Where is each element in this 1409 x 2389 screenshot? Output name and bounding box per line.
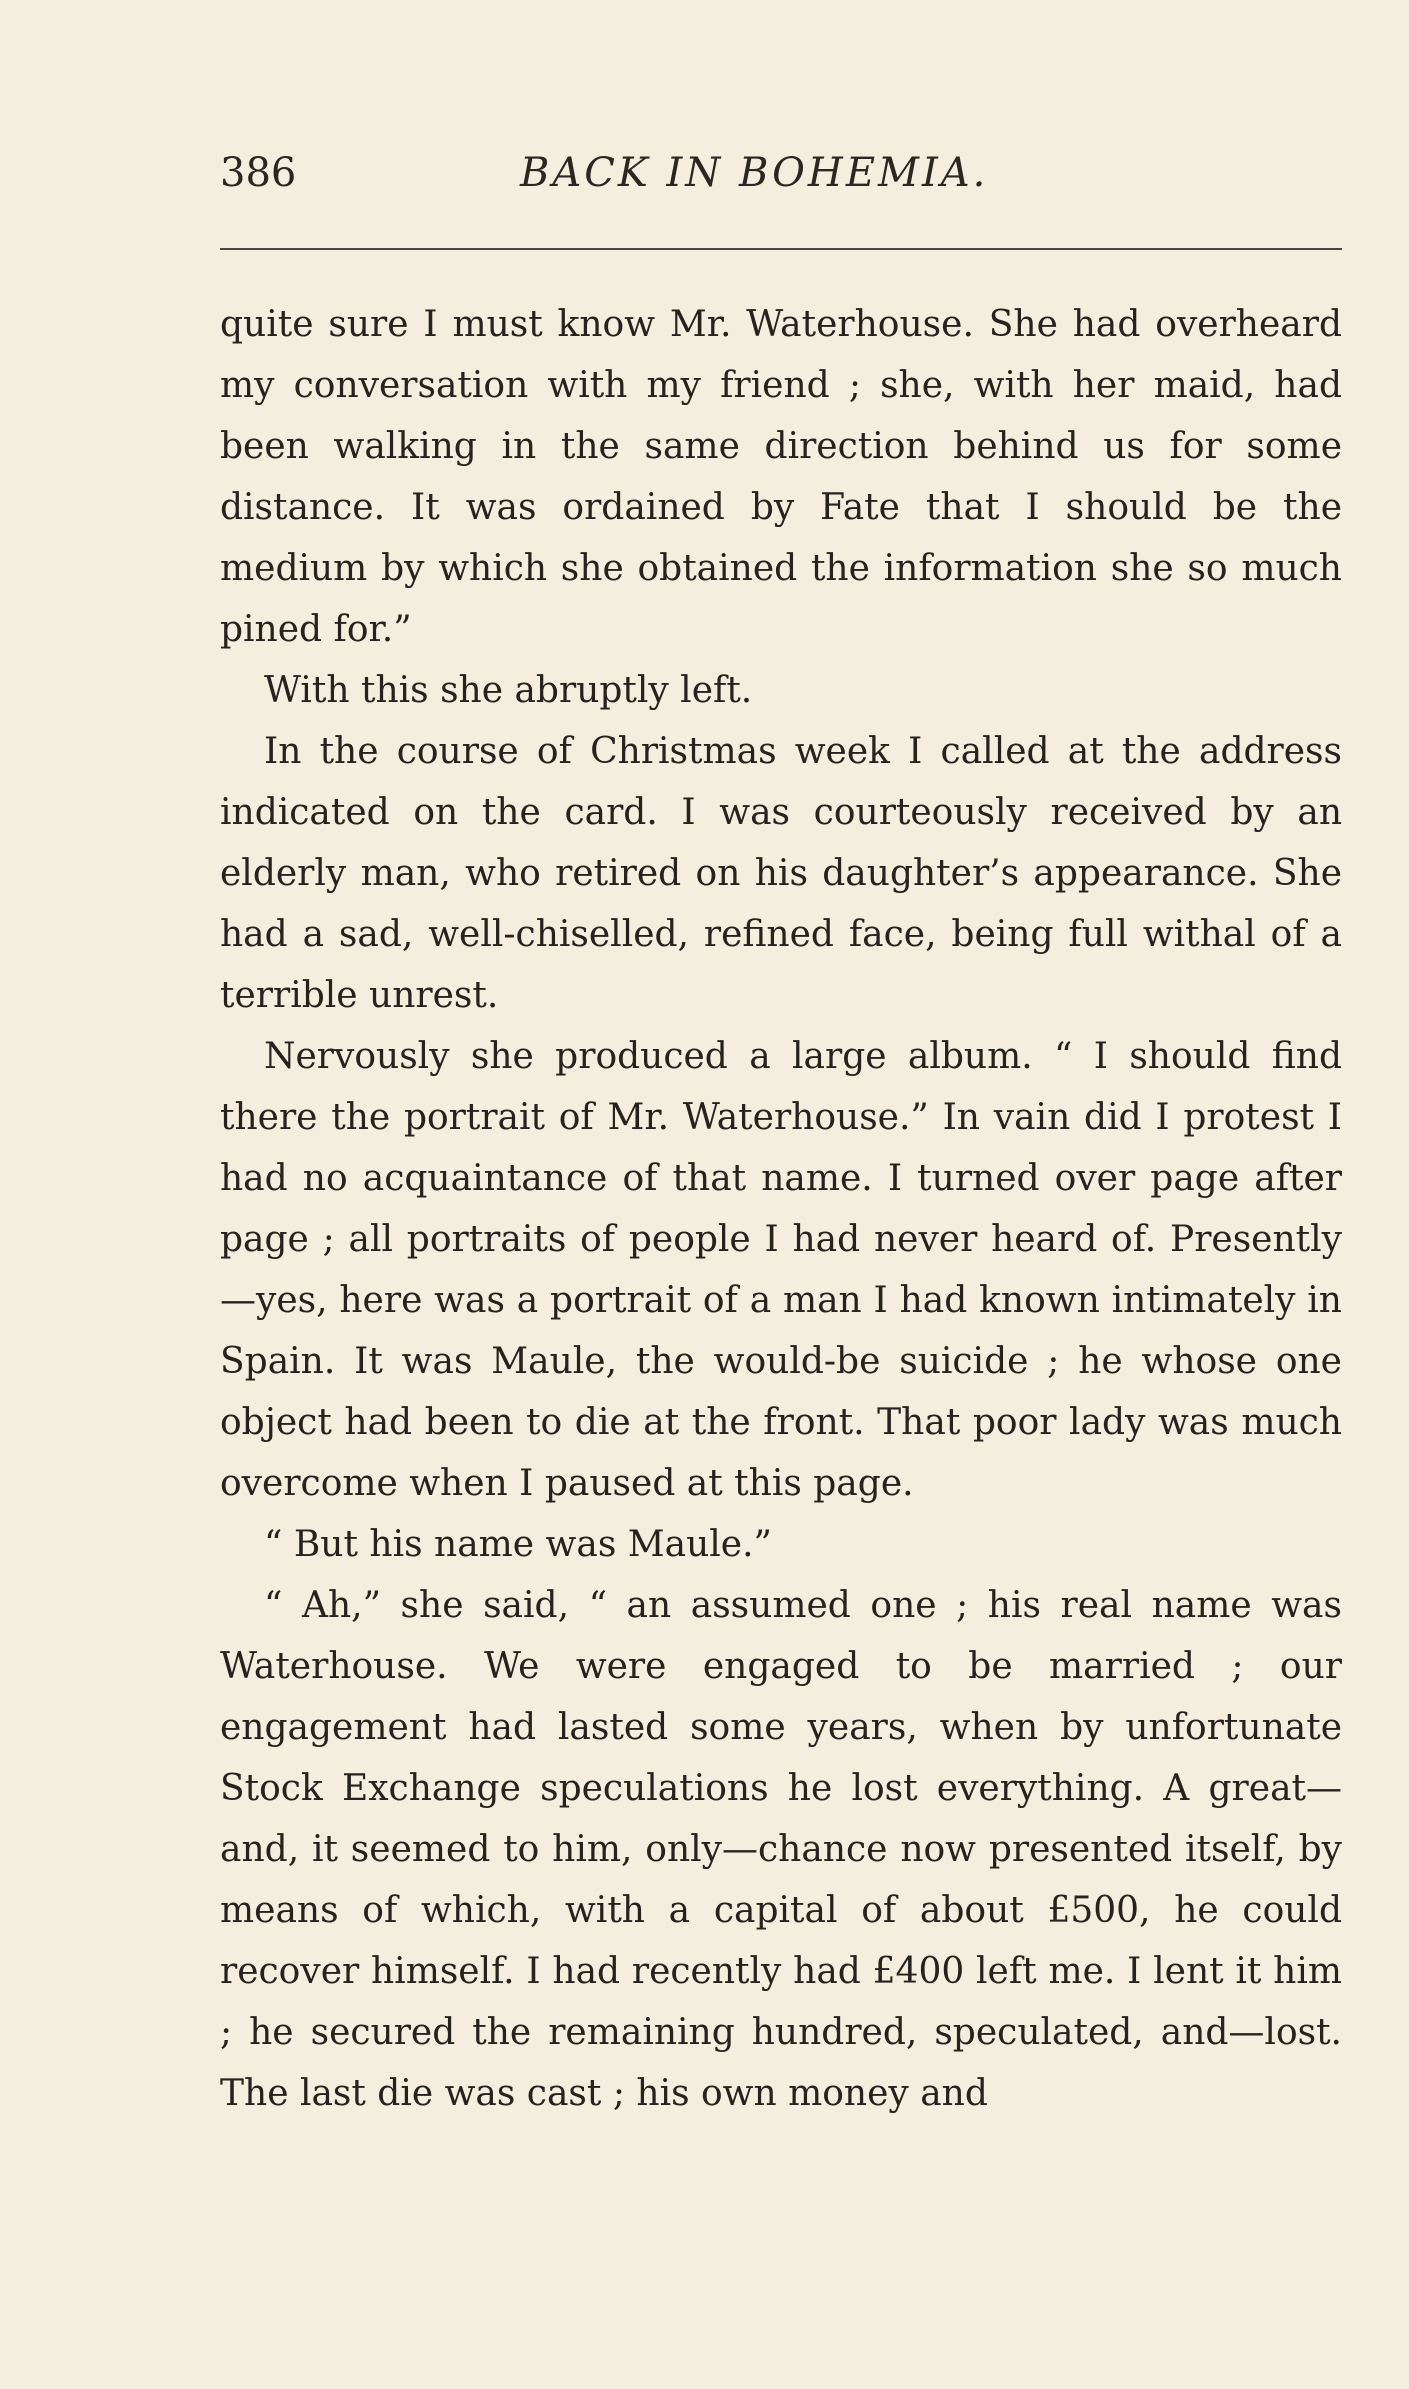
page-header [220, 150, 1342, 220]
running-head: BACK IN BOHEMIA. [520, 150, 989, 196]
header-rule [220, 248, 1342, 250]
page-number: 386 [220, 150, 297, 196]
paragraph: In the course of Christmas week I called at the address indicated on the card. I was courteously received by an elderly man, who retired on his daughter’s appearance. She had a sad, well-chiselled, refined face, being full withal of a terrible unrest. [220, 731, 1342, 1016]
paragraph: quite sure I must know Mr. Waterhouse. She had overheard my conversation with my friend ; she, with her maid, had been walking in the same direction behind us for some distance. It was ordained by Fate that I should be the medium by which she obtained the information she so much pined for.” [220, 304, 1342, 650]
paragraph: “ Ah,” she said, “ an assumed one ; his real name was Waterhouse. We were engaged to be married ; our engagement had lasted some years, when by unfortunate Stock Exchange speculations he lost everything. A great—and, it seemed to him, only—chance now presented itself, by means of which, with a capital of about £500, he could recover himself. I had recently had £400 left me. I lent it him ; he secured the remaining hundred, speculated, and—lost. The last die was cast ; his own money and [220, 1585, 1342, 2114]
paragraph: Nervously she produced a large album. “ I should find there the portrait of Mr. Waterhouse.” In vain did I protest I had no acquaintance of that name. I turned over page after page ; all portraits of people I had never heard of. Presently—yes, here was a portrait of a man I had known intimately in Spain. It was Maule, the would-be suicide ; he whose one object had been to die at the front. That poor lady was much overcome when I paused at this page. [220, 1036, 1342, 1504]
body-text [220, 294, 1342, 2124]
paragraph: “ But his name was Maule.” [264, 1524, 772, 1565]
paragraph: With this she abruptly left. [264, 670, 753, 711]
